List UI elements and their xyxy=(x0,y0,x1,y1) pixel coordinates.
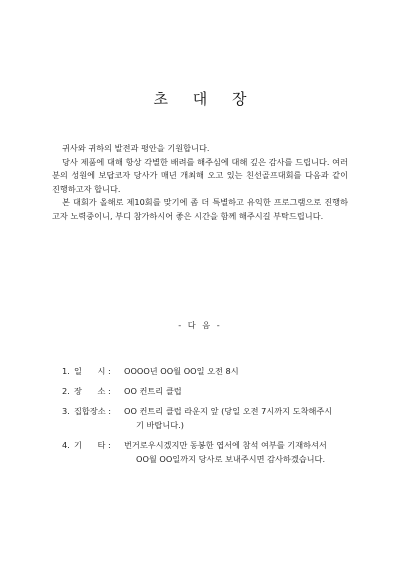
next-heading: - 다 음 - xyxy=(178,320,222,330)
document-title: 초 대 장 xyxy=(153,90,257,108)
list-item-date xyxy=(62,364,362,378)
list-item-other xyxy=(62,438,362,466)
details-list xyxy=(62,364,362,472)
item-label: 집합장소 : xyxy=(74,406,111,416)
item-line: OO 컨트리 클럽 라운지 앞 (당일 오전 7시까지 도착해주시 xyxy=(124,406,333,416)
paragraph-thanks: 당사 제품에 대해 항상 각별한 배려를 해주심에 대해 깊은 감사를 드립니다. 여러분의 성원에 보답코자 당사가 매년 개최해 오고 있는 친선골프대회를 다음과 같이 진행하고자 합니다. xyxy=(52,156,348,194)
item-label: 장 소 : xyxy=(74,386,111,396)
item-content xyxy=(124,438,362,466)
item-number: 3. xyxy=(62,406,70,416)
item-number: 1. xyxy=(62,366,70,376)
item-content xyxy=(124,404,362,432)
item-line: 번거로우시겠지만 동봉한 엽서에 참석 여부를 기재하셔서 xyxy=(124,440,327,450)
item-number: 4. xyxy=(62,440,70,450)
item-label: 기 타 : xyxy=(74,440,111,450)
item-line: OOOO년 OO월 OO일 오전 8시 xyxy=(124,366,239,376)
item-label: 일 시 : xyxy=(74,366,111,376)
item-number: 2. xyxy=(62,386,70,396)
item-line: OO 컨트리 클럽 xyxy=(124,386,182,396)
item-line-continued: 기 바랍니다.) xyxy=(136,420,184,430)
item-content xyxy=(124,384,362,398)
body-text xyxy=(52,142,348,224)
item-content xyxy=(124,364,362,378)
paragraph-request: 본 대회가 올해로 제10회를 맞기에 좀 더 특별하고 유익한 프로그램으로 진행하고자 노력중이니, 부디 참가하시어 좋은 시간을 함께 해주시길 부탁드립니다. xyxy=(52,197,348,221)
paragraph-greeting: 귀사와 귀하의 발전과 평안을 기원합니다. xyxy=(62,143,210,153)
list-item-meeting-point xyxy=(62,404,362,432)
list-item-place xyxy=(62,384,362,398)
item-line-continued: OO월 OO일까지 당사로 보내주시면 감사하겠습니다. xyxy=(136,454,326,464)
